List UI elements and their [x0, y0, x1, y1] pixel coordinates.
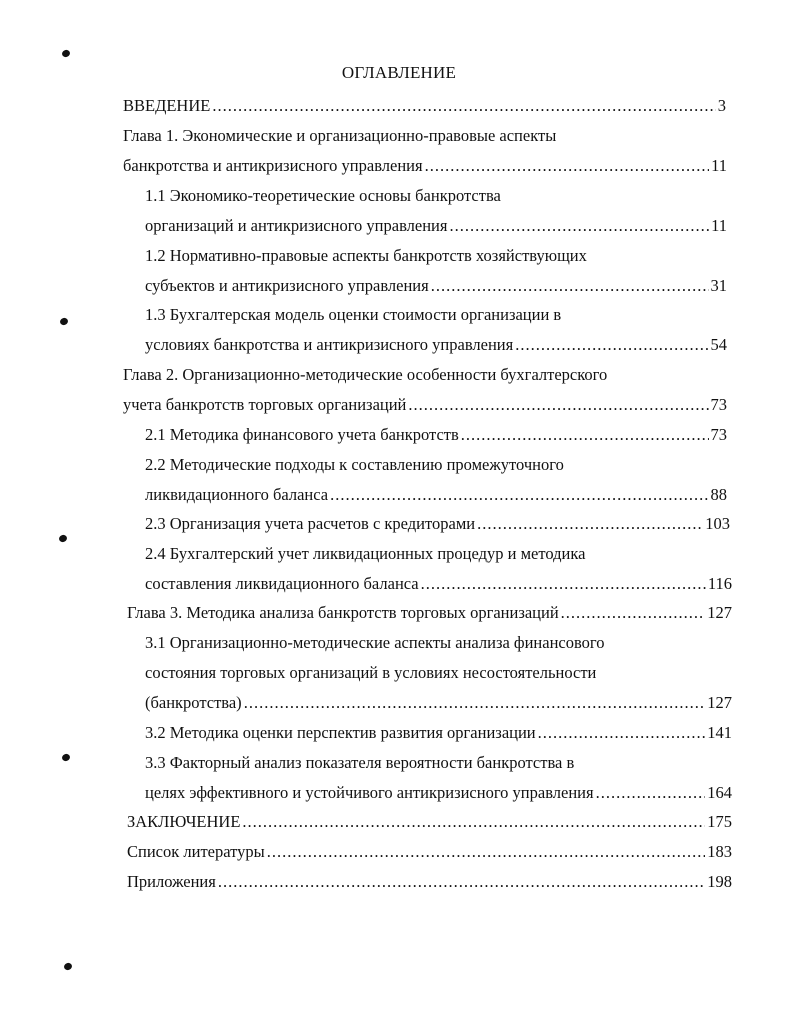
leader-dots	[267, 842, 706, 862]
page-title: ОГЛАВЛЕНИЕ	[341, 63, 457, 82]
toc-entry-text: 2.4 Бухгалтерский учет ликвидационных процедур и методика	[145, 544, 586, 563]
leader-dots	[408, 395, 708, 415]
toc-page-number: 183	[707, 842, 732, 861]
toc-entry	[145, 544, 585, 564]
toc-entry	[123, 126, 556, 146]
toc-entry-text: Глава 2. Организационно-методические особенности бухгалтерского	[123, 365, 608, 384]
toc-entry	[127, 603, 732, 623]
leader-dots	[461, 425, 709, 445]
leader-dots	[212, 96, 715, 116]
toc-page-number: 54	[710, 335, 727, 354]
toc-entry	[145, 574, 732, 594]
toc-entry	[123, 96, 726, 116]
toc-entry-text: 3.1 Организационно-методические аспекты анализа финансового	[145, 633, 605, 652]
toc-entry-text: ЗАКЛЮЧЕНИЕ	[127, 812, 241, 831]
toc-entry-text: ликвидационного баланса	[145, 485, 329, 504]
toc-entry	[145, 753, 574, 773]
toc-entry	[145, 425, 727, 445]
scan-speck	[63, 962, 73, 971]
leader-dots	[431, 276, 709, 296]
toc-entry-text: составления ликвидационного баланса	[145, 574, 419, 593]
toc-entry	[145, 514, 730, 534]
leader-dots	[515, 335, 708, 355]
toc-entry	[123, 365, 607, 385]
toc-page-number: 31	[710, 276, 727, 295]
scan-speck	[59, 317, 69, 326]
toc-page-number: 3	[717, 96, 726, 115]
toc-page-number: 73	[710, 425, 727, 444]
toc-entry-text: организаций и антикризисного управления	[145, 216, 448, 235]
leader-dots	[330, 485, 708, 505]
leader-dots	[596, 783, 706, 803]
toc-page-number: 11	[711, 156, 727, 175]
toc-page-number: 127	[707, 603, 732, 622]
toc-entry-text: Приложения	[127, 872, 216, 891]
toc-page-number: 127	[707, 693, 732, 712]
toc-entry-text: банкротства и антикризисного управления	[123, 156, 423, 175]
toc-entry	[145, 723, 732, 743]
toc-entry-text: ВВЕДЕНИЕ	[123, 96, 211, 115]
toc-entry-text: 2.1 Методика финансового учета банкротств	[145, 425, 459, 444]
toc-entry-text: 3.3 Факторный анализ показателя вероятности банкротства в	[145, 753, 575, 772]
leader-dots	[425, 156, 710, 176]
toc-entry	[145, 276, 727, 296]
toc-entry-text: учета банкротств торговых организаций	[123, 395, 407, 414]
toc-entry	[145, 783, 732, 803]
leader-dots	[477, 514, 703, 534]
toc-entry	[145, 693, 732, 713]
leader-dots	[218, 872, 705, 892]
toc-page-number: 175	[707, 812, 732, 831]
toc-entry	[123, 156, 727, 176]
toc-entry	[127, 842, 732, 862]
toc-entry-text: субъектов и антикризисного управления	[145, 276, 429, 295]
toc-entry	[145, 663, 596, 683]
leader-dots	[242, 812, 705, 832]
toc-page-number: 11	[711, 216, 727, 235]
toc-entry-text: 1.3 Бухгалтерская модель оценки стоимости организации в	[145, 305, 562, 324]
toc-entry	[145, 305, 561, 325]
leader-dots	[244, 693, 706, 713]
toc-entry	[145, 485, 727, 505]
leader-dots	[538, 723, 706, 743]
toc-entry	[123, 395, 727, 415]
scan-speck	[61, 753, 71, 762]
toc-entry-text: Глава 1. Экономические и организационно-правовые аспекты	[123, 126, 557, 145]
toc-entry-text: Глава 3. Методика анализа банкротств торговых организаций	[127, 603, 559, 622]
toc-entry-text: целях эффективного и устойчивого антикризисного управления	[145, 783, 594, 802]
toc-page-number: 88	[710, 485, 727, 504]
toc-entry	[127, 872, 732, 892]
toc-page-number: 116	[707, 574, 732, 593]
toc-page-number: 73	[710, 395, 727, 414]
toc-entry-text: Список литературы	[127, 842, 265, 861]
toc-entry	[145, 186, 501, 206]
scan-speck	[58, 534, 68, 543]
scan-speck	[61, 49, 71, 58]
toc-entry	[145, 455, 564, 475]
toc-entry-text: (банкротства)	[145, 693, 242, 712]
toc-entry-text: 2.3 Организация учета расчетов с кредиторами	[145, 514, 476, 533]
toc-entry	[145, 633, 605, 653]
toc-entry	[127, 812, 732, 832]
leader-dots	[421, 574, 706, 594]
toc-entry-text: состояния торговых организаций в условиях несостоятельности	[145, 663, 597, 682]
toc-entry	[145, 216, 727, 236]
toc-page-number: 103	[705, 514, 730, 533]
toc-entry-text: условиях банкротства и антикризисного управления	[145, 335, 514, 354]
leader-dots	[561, 603, 706, 623]
toc-entry-text: 2.2 Методические подходы к составлению промежуточного	[145, 455, 564, 474]
toc-entry	[145, 246, 587, 266]
toc-page-number: 141	[707, 723, 732, 742]
toc-entry-text: 3.2 Методика оценки перспектив развития организации	[145, 723, 536, 742]
leader-dots	[449, 216, 709, 236]
toc-entry-text: 1.1 Экономико-теоретические основы банкротства	[145, 186, 501, 205]
toc-entry-text: 1.2 Нормативно-правовые аспекты банкротств хозяйствующих	[145, 246, 587, 265]
toc-page-number: 198	[707, 872, 732, 891]
toc-page-number: 164	[707, 783, 732, 802]
toc-entry	[145, 335, 727, 355]
